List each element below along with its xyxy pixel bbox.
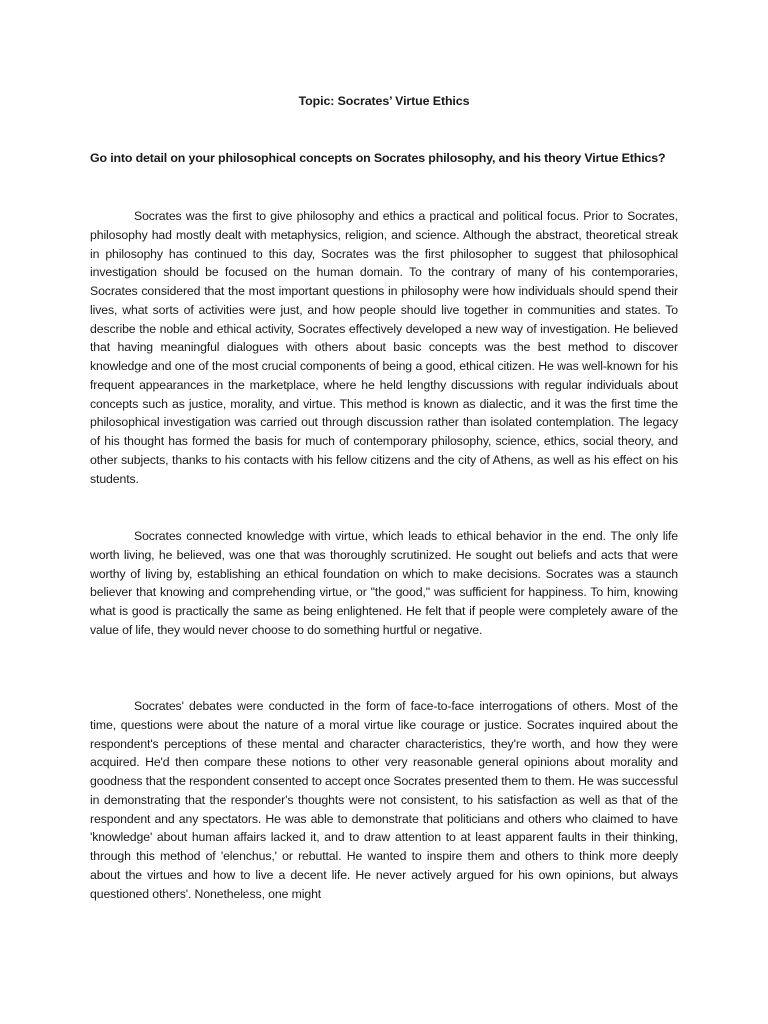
paragraph-2: Socrates connected knowledge with virtue, which leads to ethical behavior in the end. The only life worth living, he believed, was one that was thoroughly scrutinized. He sought out beliefs and acts that were worthy of living by, establishing an ethical foundation on which to make decisions. Socrates was a staunch believer that knowing and comprehending virtue, or "the good," was sufficient for happiness. To him, knowing what is good is practically the same as being enlightened. He felt that if people were completely aware of the value of life, they would never choose to do something hurtful or negative. [90,529,678,637]
paragraph-1: Socrates was the first to give philosophy and ethics a practical and political focus. Prior to Socrates, philosophy had mostly dealt with metaphysics, religion, and science. Although the abstract, theoretical streak in philosophy has continued to this day, Socrates was the first philosopher to suggest that philosophical investigation should be focused on the human domain. To the contrary of many of his contemporaries, Socrates considered that the most important questions in philosophy were how individuals should spend their lives, what sorts of activities were just, and how people should live together in communities and states. To describe the noble and ethical activity, Socrates effectively developed a new way of investigation. He believed that having meaningful dialogues with others about basic concepts was the best method to discover knowledge and one of the most crucial components of being a good, ethical citizen. He was well-known for his frequent appearances in the marketplace, where he held lengthy discussions with regular individuals about concepts such as justice, morality, and virtue. This method is known as dialectic, and it was the first time the philosophical investigation was carried out through discussion rather than isolated contemplation. The legacy of his thought has formed the basis for much of contemporary philosophy, science, ethics, social theory, and other subjects, thanks to his contacts with his fellow citizens and the city of Athens, as well as his effect on his students. [90,209,678,486]
paragraph-3: Socrates' debates were conducted in the form of face-to-face interrogations of others. Most of the time, questions were about the nature of a moral virtue like courage or justice. Socrates inquired about the respondent's perceptions of these mental and character characteristics, they're worth, and how they were acquired. He'd then compare these notions to other very reasonable general opinions about morality and goodness that the respondent consented to accept once Socrates presented them to them. He was successful in demonstrating that the responder's thoughts were not consistent, to his satisfaction as well as that of the respondent and any spectators. He was able to demonstrate that politicians and others who claimed to have 'knowledge' about human affairs lacked it, and to draw attention to at least apparent faults in their thinking, through this method of 'elenchus,' or rebuttal. He wanted to inspire them and others to think more deeply about the virtues and how to live a decent life. He never actively argued for his own opinions, but always questioned others'. Nonetheless, one might [90,699,678,901]
essay-question: Go into detail on your philosophical concepts on Socrates philosophy, and his theory Virtue Ethics? [90,151,666,165]
document-title: Topic: Socrates’ Virtue Ethics [298,94,470,108]
